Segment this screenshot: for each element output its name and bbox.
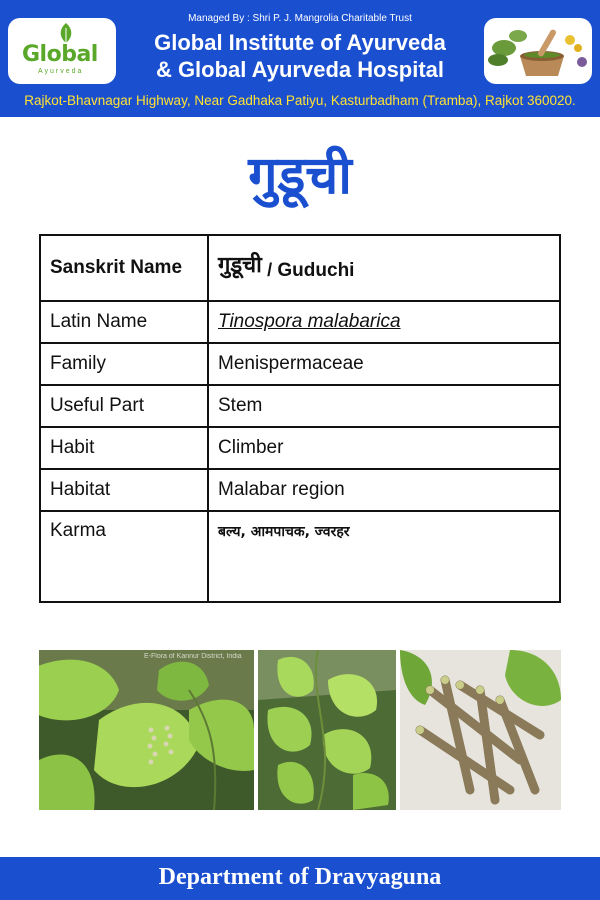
managed-by-text: Managed By : Shri P. J. Mangrolia Charitable Trust <box>188 13 412 24</box>
useful-part-value: Stem <box>208 385 560 427</box>
table-row <box>40 343 560 385</box>
habitat-label: Habitat <box>40 469 208 511</box>
address-text: Rajkot-Bhavnagar Highway, Near Gadhaka Patiyu, Kasturbadham (Tramba), Rajkot 360020. <box>24 93 576 108</box>
habitat-value: Malabar region <box>208 469 560 511</box>
sanskrit-name-label: Sanskrit Name <box>40 235 208 301</box>
family-value: Menispermaceae <box>208 343 560 385</box>
sanskrit-name-devanagari: गुडूची <box>218 253 262 278</box>
latin-name-value <box>208 301 560 343</box>
table-row <box>40 469 560 511</box>
habit-label: Habit <box>40 427 208 469</box>
dried-stem-photo <box>400 650 561 810</box>
table-row <box>40 235 560 301</box>
table-row <box>40 511 560 602</box>
habit-value: Climber <box>208 427 560 469</box>
page-title: गुडूची <box>248 146 352 206</box>
department-name: Department of Dravyaguna <box>158 864 442 890</box>
karma-text: बल्य, आमपाचक, ज्वरहर <box>218 524 350 540</box>
table-row <box>40 301 560 343</box>
sanskrit-name-value <box>208 235 560 301</box>
photo-watermark: E-Flora of Kannur District, India <box>144 653 242 660</box>
table-row <box>40 427 560 469</box>
sanskrit-name-roman: Guduchi <box>277 260 355 281</box>
herb-info-table <box>39 234 561 603</box>
herbal-mortar-image <box>484 18 592 84</box>
climber-vine-photo <box>258 650 396 810</box>
latin-name-text: Tinospora malabarica <box>218 311 401 332</box>
address-bar <box>0 87 600 117</box>
useful-part-label: Useful Part <box>40 385 208 427</box>
family-label: Family <box>40 343 208 385</box>
sanskrit-name-separator: / <box>267 260 273 280</box>
logo-subtext: Ayurveda <box>38 68 84 75</box>
institute-title-line1: Global Institute of Ayurveda <box>154 30 446 55</box>
karma-value <box>208 511 560 602</box>
latin-name-label: Latin Name <box>40 301 208 343</box>
table-row <box>40 385 560 427</box>
institute-title-line2: & Global Ayurveda Hospital <box>155 57 445 82</box>
logo-text: Global <box>22 42 98 67</box>
karma-label: Karma <box>40 511 208 602</box>
leaf-flower-photo <box>39 650 254 810</box>
header-banner <box>0 0 600 117</box>
